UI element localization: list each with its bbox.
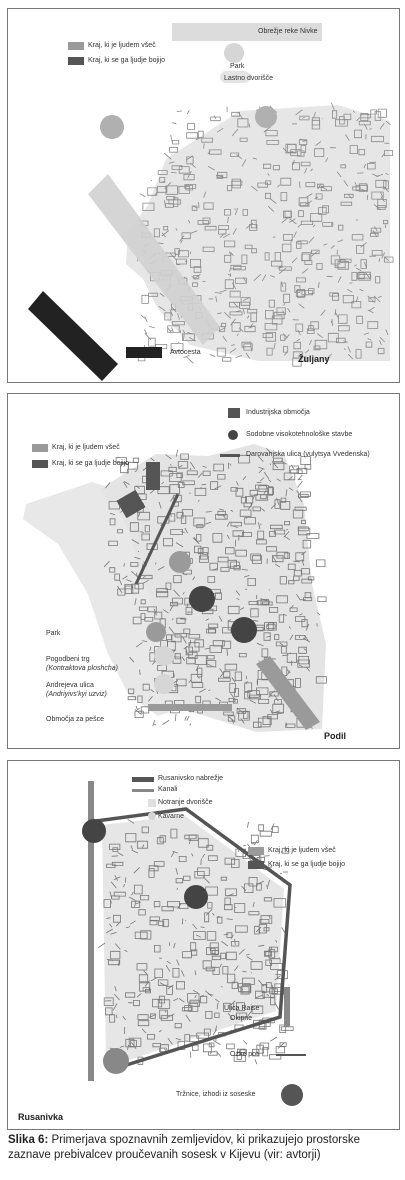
legend-swatch-highway [126,347,162,358]
legend-label-andreev-2: (Andriyivs'kyi uzviz) [46,691,107,698]
legend-label-highway: Avtocesta [170,349,201,356]
legend-swatch-industrial [228,408,240,418]
place-name-zuljany: Žuljany [298,354,330,364]
legend-label-street-2: Okipne [230,1015,253,1022]
street-segment [177,888,178,890]
map-panel-zuljany [7,8,400,383]
legend-label-embankment: Rusanivsko nabrežje [158,775,223,782]
street-segment [180,330,181,333]
street-segment [243,1040,247,1044]
legend-label-square-2: (Kontraktova ploshcha) [46,665,118,672]
street-segment [135,709,141,714]
street-segment [282,927,285,933]
street-segment [173,140,179,144]
legend-label-liked: Kraj, ki je ljudem všeč [88,42,156,49]
street-segment [151,181,152,182]
hightech-building-circle-2 [231,617,257,643]
legend-label-markets: Tržnice, izhodi iz soseske [176,1091,256,1098]
street-segment [190,468,191,470]
street-segment [154,724,156,725]
street-segment [187,133,198,139]
caption-text: Primerjava spoznavnih zemljevidov, ki prikazujejo prostorske zaznave prebivalcev proučevanih sosesk v Kijevu (vir: avtorji) [8,1134,360,1161]
legend-swatch-inner-yard [148,799,156,807]
legend-swatch-canal [132,789,154,792]
street-segment [235,979,236,980]
street-segment [378,109,386,117]
street-segment [227,1044,235,1049]
street-segment [209,1052,218,1055]
street-segment [154,908,155,909]
street-segment [145,317,148,323]
street-segment [270,1037,277,1041]
street-segment [246,955,250,956]
street-segment [141,315,145,319]
street-segment [162,720,169,724]
legend-swatch-embankment [132,777,154,782]
street-segment [112,856,119,857]
street-segment [178,342,179,343]
legend-swatch-pedestrian [148,704,232,711]
street-segment [317,623,318,626]
street-segment [218,1053,221,1057]
legend-label-inner-yard: Notranje dvorišče [158,799,213,806]
street-segment [140,194,145,197]
street-segment [170,147,178,152]
place-name-podil: Podil [324,731,346,741]
legend-label-paths: Ozke poti [230,1051,260,1058]
park-circle [255,106,277,128]
street-segment [142,295,149,303]
map-panel-rusanivka [7,760,400,1130]
street-segment [318,597,326,602]
street-segment [185,716,187,720]
legend-swatch-park [224,43,244,63]
legend-label-pedestrian: Območja za pešce [46,716,104,723]
zuljany-map [8,9,399,382]
street-segment [187,716,190,721]
legend-label-liked: Kraj, ki je ljudem všeč [52,444,120,451]
street-segment [171,135,173,142]
industrial-area [146,462,160,490]
legend-swatch-feared [68,57,84,65]
street-segment [180,619,186,620]
street-segment [188,124,195,130]
street-segment [255,1059,257,1064]
feared-place-circle [82,819,106,843]
legend-swatch-darvanska [220,454,240,457]
street-segment [177,111,182,112]
legend-label-feared: Kraj, ki se ga ljudje bojijo [88,57,166,64]
legend-label-andreev-1: Andrejeva ulica [46,682,94,689]
legend-label-park: Park [230,63,245,70]
street-segment [223,358,231,362]
raise-okipne-street [284,987,290,1027]
street-segment [263,985,268,986]
street-segment [269,590,270,591]
legend-label-canal: Kanali [158,786,178,793]
hightech-building-circle [189,586,215,612]
legend-label-cafe: Kavarne [158,813,185,820]
street-segment [203,1044,211,1052]
liked-place-circle [100,115,124,139]
legend-swatch-liked [68,42,84,50]
street-segment [281,1027,293,1031]
street-segment [332,223,333,226]
square-circle [154,646,174,666]
liked-place-circle [169,551,191,573]
street-segment [317,560,326,567]
street-segment [251,835,258,842]
street-segment [273,237,275,238]
street-segment [145,333,151,340]
street-segment [251,347,252,351]
street-segment [171,172,177,173]
street-segment [273,827,279,833]
legend-label-hightech: Sodobne visokotehnološke stavbe [246,431,353,438]
street-segment [187,357,194,364]
street-segment [291,465,294,469]
map-panel-podil [7,393,400,749]
legend-swatch-feared [32,460,48,468]
figure-caption [8,1133,400,1163]
street-segment [276,1047,285,1053]
street-segment [190,724,191,726]
legend-label-park: Park [46,630,61,637]
andreev-street-circle [154,674,174,694]
place-name-rusanivka: Rusanivka [18,1112,64,1122]
street-segment [172,123,176,124]
legend-swatch-feared [248,861,264,869]
street-segment [210,355,216,357]
street-segment [298,481,303,487]
street-segment [187,110,189,114]
legend-label-industrial: Industrijska območja [246,409,310,416]
legend-swatch-paths [276,1054,306,1056]
street-segment [260,831,271,836]
street-segment [278,1043,285,1049]
street-segment [149,338,156,346]
street-segment [259,825,264,831]
street-segment [235,907,236,908]
feared-place-circle-2 [184,885,208,909]
street-segment [153,720,155,726]
highway-band [28,291,118,381]
legend-label-street-1: Ulica Raise [224,1005,260,1012]
liked-place-circle-2 [146,622,166,642]
legend-swatch-liked [32,444,48,452]
legend-swatch-cafe [148,812,156,820]
liked-place-circle [103,1048,129,1074]
market-circle [281,1084,303,1106]
street-segment [247,822,248,828]
legend-label-feared: Kraj, ki se ga ljudje bojijo [268,861,346,868]
street-segment [136,706,137,709]
legend-label-liked: Kraj, ki je ljudem všeč [268,847,336,854]
street-segment [246,518,247,519]
street-segment [173,618,174,620]
street-segment [307,533,319,538]
legend-label-square-1: Pogodbeni trg [46,656,90,663]
street-segment [185,920,186,921]
street-segment [190,1051,191,1057]
street-segment [369,162,376,163]
caption-label: Slika 6: [8,1134,49,1146]
legend-label-river-bank: Obrežje reke Nivke [258,28,318,35]
street-segment [149,326,154,328]
street-segment [210,1052,211,1054]
street-segment [175,714,176,721]
legend-swatch-hightech [228,430,238,440]
legend-label-feared: Kraj, ki se ga ljudje bojijo [52,460,130,467]
rusanivka-map [8,761,399,1129]
legend-label-darvanska: Darovanjska ulica (vulytsya Vvedenska) [246,451,370,458]
legend-label-own-yard: Lastno dvorišče [224,75,274,82]
legend-swatch-liked [248,847,264,855]
street-segment [199,202,200,208]
